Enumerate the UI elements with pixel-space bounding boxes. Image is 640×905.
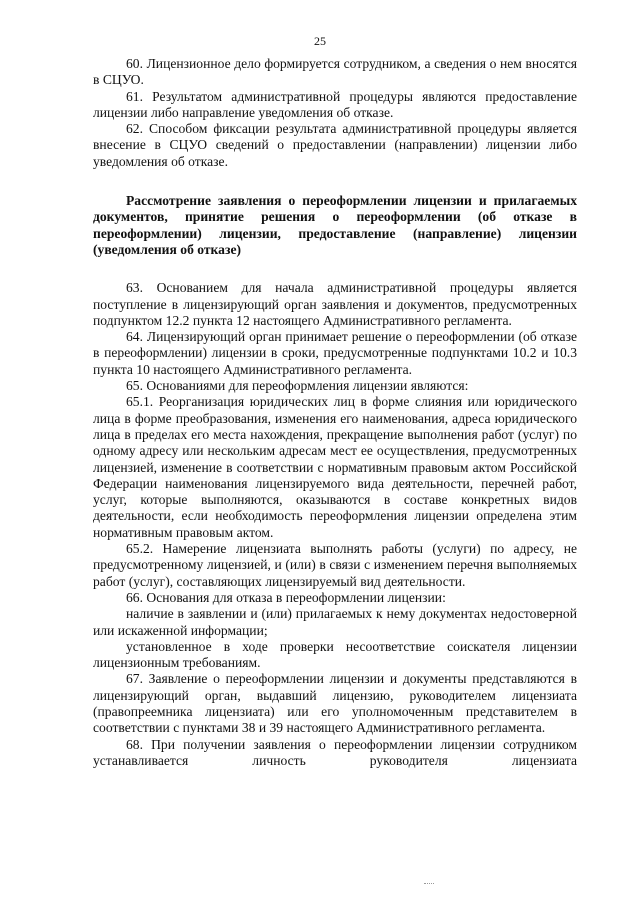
paragraph-66: 66. Основания для отказа в переоформлении лицензии: [126, 589, 446, 605]
document-body [93, 56, 577, 769]
paragraph-60: 60. Лицензионное дело формируется сотрудником, а сведения о нем вносятся в СЦУО. [93, 56, 577, 88]
paragraph-67: 67. Заявление о переоформлении лицензии и документы представляются в лицензирующий орган, выдавший лицензию, руководителем лицензиата (правопреемника лицензиата) или его уполномоченным представителем в соответствии с пунктами 38 и 39 настоящего Административного регламента. [93, 671, 577, 736]
paragraph-68: 68. При получении заявления о переоформлении лицензии сотрудником устанавливается личность руководителя лицензиата [93, 736, 577, 768]
paragraph-65-2: 65.2. Намерение лицензиата выполнять работы (услуги) по адресу, не предусмотренному лицензией, и (или) в связи с изменением перечня выполняемых работ (услуг), составляющих лицензируемый вид деятельности. [93, 541, 577, 589]
scan-mark [424, 883, 434, 887]
paragraph-65-1: 65.1. Реорганизация юридических лиц в форме слияния или юридического лица в форме преобразования, изменения его наименования, адреса юридического лица в пределах его места нахождения, прекращение выполнения работ (услуг) по одному адресу или нескольким адресам мест ее осуществления, предусмотренных лицензией, изменение в соответствии с нормативным правовым актом Российской Федерации наименования лицензируемого вида деятельности, перечней работ, услуг, которые выполняются, оказываются в составе конкретных видов деятельности, если необходимость переоформления лицензии определена этим нормативным правовым актом. [93, 394, 577, 540]
paragraph-66-item-1: наличие в заявлении и (или) прилагаемых к нему документах недостоверной или искаженной информации; [93, 606, 577, 638]
paragraph-64: 64. Лицензирующий орган принимает решение о переоформлении (об отказе в переоформлении) лицензии в сроки, предусмотренные подпунктами 10.2 и 10.3 пункта 10 настоящего Административного регламента. [93, 329, 577, 377]
paragraph-63: 63. Основанием для начала административной процедуры является поступление в лицензирующий орган заявления и документов, предусмотренных подпунктом 12.2 пункта 12 настоящего Административного регламента. [93, 280, 577, 328]
paragraph-61: 61. Результатом административной процедуры являются предоставление лицензии либо направление уведомления об отказе. [93, 88, 577, 120]
page-number: 25 [314, 34, 326, 48]
paragraph-66-item-2: установленное в ходе проверки несоответствие соискателя лицензии лицензионным требованиям. [93, 638, 577, 671]
paragraph-65: 65. Основаниями для переоформления лицензии являются: [126, 378, 469, 394]
paragraph-62: 62. Способом фиксации результата административной процедуры является внесение в СЦУО сведений о предоставлении (направлении) лицензии либо уведомления об отказе. [93, 121, 577, 169]
section-heading: Рассмотрение заявления о переоформлении лицензии и прилагаемых документов, принятие решения о переоформлении (об отказе в переоформлении) лицензии, предоставление (направление) лицензии (уведомления об отказе) [93, 193, 577, 257]
